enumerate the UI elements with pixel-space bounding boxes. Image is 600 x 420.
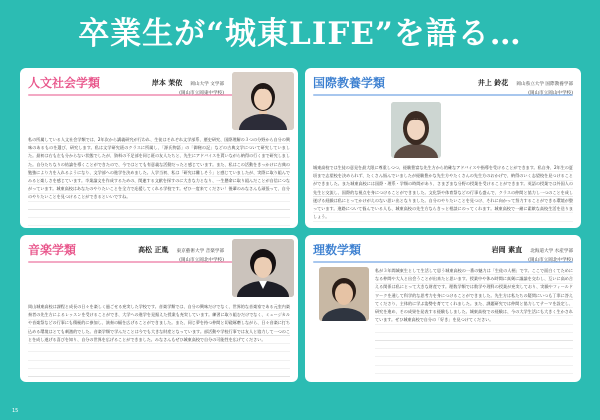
student-photo xyxy=(232,239,294,297)
category-title: 音楽学類 xyxy=(28,243,77,257)
student-department: 北海道大学 水産学部 xyxy=(530,249,573,254)
student-meta xyxy=(152,76,224,98)
student-meta xyxy=(138,243,224,265)
student-school: (岡山市立岡山中学校) xyxy=(528,91,573,96)
student-name: 井上 鈴花 xyxy=(477,79,509,87)
student-school: (岡山市立岡北中学校) xyxy=(528,258,573,263)
student-name: 岸本 茉依 xyxy=(151,79,183,87)
card-humanities xyxy=(20,68,298,228)
category-title: 理数学類 xyxy=(313,243,362,257)
page-headline: 卒業生が“城東LIFE”を語る… xyxy=(78,16,522,52)
student-name: 岩岡 素直 xyxy=(491,246,523,254)
testimonial-text: 岡山城東高校は課程と成長の日々を楽しく過ごせる充実した学校です。音楽学類では、自分の興味だけでなく、世界的な音楽家である元室内楽奏者の先生方によるレッスンを受けることができ、大学への進学を見据えた授業も充実しています。練習に取り組むだけでなく、ミュージカルや音楽祭などの行事にも積極的に参加し、演奏の幅を広げることができました。また、同じ夢を持つ仲間と切磋琢磨しながら、日々音楽に打ち込める環境はとても刺激的でした。音楽学類で学んだことは今でも大きな財産となっています。部活動や学校行事では友人と協力して一つのことを成し遂げる喜びを知り、自分の世界を広げることができました。みなさんもぜひ城東高校で自分の可能性を広げてください。 xyxy=(28,303,290,379)
student-meta xyxy=(478,76,573,98)
student-photo xyxy=(232,72,294,130)
student-meta xyxy=(492,243,573,265)
student-department: 東京藝術大学 音楽学部 xyxy=(176,249,224,254)
category-title: 人文社会学類 xyxy=(28,76,101,90)
card-science xyxy=(305,235,581,382)
category-title: 国際教養学類 xyxy=(313,76,386,90)
testimonial-text: 城東高校では生徒の意見を最大限に尊重しつつ、経験豊富な先生方から的確なアドバイスや指導を受けることができます。私自身、2年生の夏頃まで志望校を決められず、たくさん悩んでいましたが経験豊かな先生方やたくさんの先生方のおかげで、納得のいく志望校を見つけることができました。また城東高校には国際・理系・学類の時間があり、さまざまな分野の授業を受けることができます。英語の授業では外国人の先生と交流し、国際的な視点を身につけることができました。文化祭や体育祭などの行事も盛んで、クラスの仲間と協力し一つのことを成し遂げる経験は私にとってかけがえのない思い出となりました。自分のやりたいことを見つけ、それに向かって努力することができる環境が整っています。進路について悩んでいる人も、城東高校の先生方ならきっと相談にのってくれます。城東高校で一緒に素敵な高校生活を送りましょう。 xyxy=(313,164,573,226)
student-school: (岡山市立岡北中学校) xyxy=(179,258,224,263)
testimonial-text: 私が３年間城東生として生活して思う城東高校の一番の魅力は「生徒の人柄」です。ここで面白くてためになる仲間や大人と出会うことが出来たと思います。授業中や休み時間に真剣に議論を交わし、互いに高め合える関係は私にとって大きな財産です。理数学類では数学や理科の授業が充実しており、実験やフィールドワークを通して科学的な思考力を身につけることができました。先生方は私たちの疑問にいつも丁寧に答えてくださり、主体的に学ぶ姿勢を育ててくれました。また、課題研究では仲間と協力してテーマを設定し、研究を進め、その成果を発表する経験もしました。城東高校での経験は、今の大学生活にも大きく生かされています。ぜひ城東高校で自分の「好き」を見つけてください。 xyxy=(375,267,573,379)
student-department: 岡山県立大学 国際教養学部 xyxy=(516,82,573,87)
student-name: 高松 正胤 xyxy=(138,246,169,254)
student-school: (岡山市立岡東中学校) xyxy=(179,91,224,96)
page-number: 15 xyxy=(12,408,19,414)
student-photo xyxy=(391,102,441,158)
student-department: 岡山大学 文学部 xyxy=(190,82,224,87)
student-photo xyxy=(319,267,369,321)
testimonial-text: 私の所属している人文社会学類では、2年次から講義研究が行われ、生徒はそれぞれ文学部系、歴史研究、国際理解の３つの分野から自分の興味のあるものを選び、研究します。私は文学研究班のクラスに所属し、「源氏物語」の「御秘の記」などの古典文学について研究していました。最初は右も左も分からない状態でしたが、資料の不足部を同じ班の友人たちと、先生にアドバイスを貰いながら納得の行くまで研究しました。自分たちなりの結論を導くことができたので、今ではとても有意義な活動だったと感じています。また、私はこの活動をきっかけに古典の勉強により力を入れるようになり、文学部への進学を決めました。入学当初、私は「研究は難しそう」と感じていましたが、実際に取り組んでみると楽しさを感じています。卒業論文を作成するための、関連する文献を探すのに大きな力となり、一生懸命に取り組んだことが自信につながっています。城東高校はあなたのやりたいことを全力で応援してくれる学校です。ぜひ一度来てください！後輩のみなさんも頑張って、自分のやりたいことを見つけることができるといいですね。 xyxy=(28,136,290,226)
card-international xyxy=(305,68,581,228)
card-music xyxy=(20,235,298,382)
